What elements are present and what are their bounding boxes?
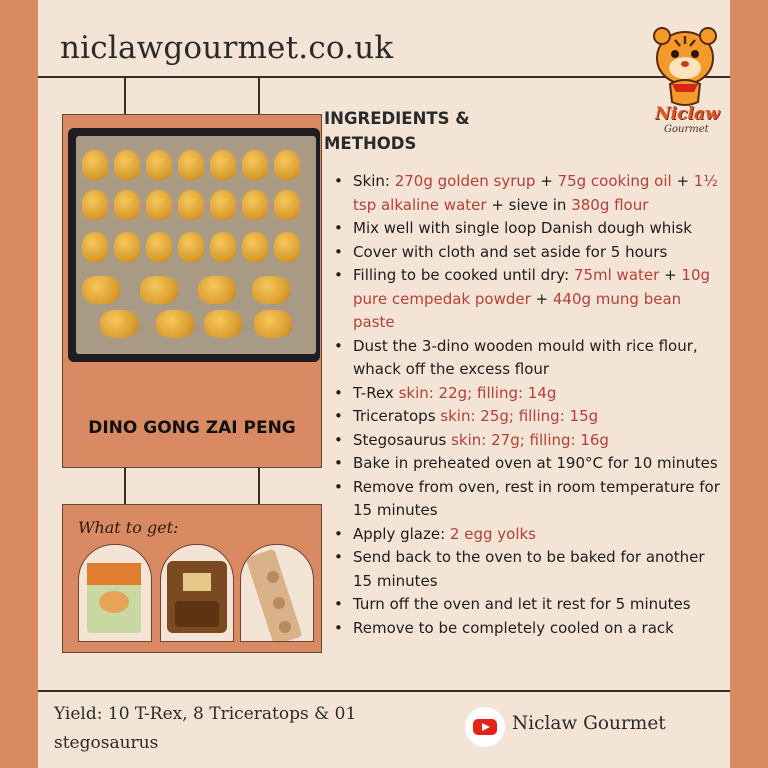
highlighted-quantity: skin: 22g; filling: 14g: [398, 383, 557, 402]
step-text: + sieve in: [486, 195, 572, 214]
ingredient-step: [326, 405, 722, 429]
dino-cookie: [114, 232, 140, 262]
footer-divider: [38, 690, 730, 692]
dino-cookie: [82, 276, 120, 304]
dino-cookie: [146, 232, 172, 262]
highlighted-quantity: 2 egg yolks: [449, 524, 536, 543]
step-text: Triceratops: [353, 407, 441, 425]
connector-line: [258, 76, 260, 114]
highlighted-quantity: 10g pure cempedak powder: [353, 266, 711, 308]
dino-cookie: [204, 310, 242, 338]
logo-sub: Gourmet: [664, 124, 709, 135]
highlighted-quantity: skin: 25g; filling: 15g: [440, 407, 599, 425]
dino-cookie: [210, 150, 236, 180]
step-text: Filling to be cooked until dry:: [353, 266, 574, 284]
ingredient-step: [326, 382, 722, 406]
channel-name[interactable]: Niclaw Gourmet: [512, 713, 666, 734]
dino-cookie: [82, 190, 108, 220]
step-text: +: [671, 172, 694, 190]
step-text: Apply glaze:: [353, 524, 450, 543]
site-url[interactable]: niclawgourmet.co.uk: [60, 30, 394, 66]
ingredient-step: [326, 452, 722, 476]
step-text: Send back to the oven to be baked for another 15 minutes: [353, 548, 705, 590]
dino-cookie: [146, 190, 172, 220]
step-text: +: [535, 172, 558, 190]
step-text: Remove from oven, rest in room temperature for 15 minutes: [353, 477, 720, 519]
ingredient-step: [326, 170, 722, 217]
step-text: Turn off the oven and let it rest for 5 minutes: [353, 595, 691, 613]
ingredient-step: [326, 241, 722, 265]
step-text: Mix well with single loop Danish dough whisk: [353, 219, 692, 237]
ingredient-step: [326, 264, 722, 335]
step-text: T-Rex: [353, 383, 399, 402]
dino-cookie: [114, 190, 140, 220]
alkaline-water-bag-image: [78, 544, 152, 642]
ingredient-step: [326, 429, 722, 453]
highlighted-quantity: 75g cooking oil: [557, 172, 672, 190]
dino-cookie: [198, 276, 236, 304]
ingredient-step: [326, 617, 722, 641]
step-text: Dust the 3-dino wooden mould with rice flour, whack off the excess flour: [353, 336, 698, 378]
dino-cookie: [146, 150, 172, 180]
ingredient-step: [326, 335, 722, 382]
dino-cookie: [100, 310, 138, 338]
highlighted-quantity: 1½ tsp alkaline water: [353, 172, 718, 214]
connector-line: [124, 467, 126, 504]
step-text: Bake in preheated oven at 190°C for 10 minutes: [353, 454, 718, 472]
connector-line: [258, 467, 260, 504]
dino-cookie: [210, 190, 236, 220]
dino-wooden-mould-image: [240, 544, 314, 642]
dino-cookie: [274, 150, 300, 180]
dino-cookie: [82, 232, 108, 262]
header-divider: [38, 76, 730, 78]
youtube-link[interactable]: [465, 707, 505, 747]
dino-cookie: [114, 150, 140, 180]
highlighted-quantity: 75ml water: [573, 266, 660, 284]
dino-cookie: [254, 310, 292, 338]
step-text: Cover with cloth and set aside for 5 hours: [353, 242, 668, 261]
yield-text: Yield: 10 T-Rex, 8 Triceratops & 01 stegosaurus: [54, 704, 357, 753]
logo-brand: Niclaw: [655, 104, 720, 124]
dino-cookie: [178, 190, 204, 220]
step-text: Skin:: [353, 172, 395, 190]
dino-cookie: [178, 150, 204, 180]
mung-bean-paste-pack-image: [160, 544, 234, 642]
dino-cookie: [242, 232, 268, 262]
ingredient-step: [326, 217, 722, 241]
step-text: +: [530, 289, 553, 308]
highlighted-quantity: 440g mung bean paste: [353, 289, 682, 331]
dino-cookie: [242, 190, 268, 220]
dino-cookie: [242, 150, 268, 180]
ingredient-step: [326, 523, 722, 547]
dino-cookie: [274, 232, 300, 262]
youtube-icon: [465, 707, 505, 747]
ingredients-list: [326, 170, 722, 640]
ingredient-step: [326, 546, 722, 593]
connector-line: [124, 76, 126, 114]
dino-cookie: [140, 276, 178, 304]
what-to-get-title: What to get:: [78, 518, 179, 537]
dino-cookie: [156, 310, 194, 338]
dino-cookie: [274, 190, 300, 220]
ingredients-title: INGREDIENTS & METHODS: [324, 109, 470, 153]
dino-cookie: [210, 232, 236, 262]
ingredient-step: [326, 476, 722, 523]
ingredient-step: [326, 593, 722, 617]
highlighted-quantity: 380g flour: [571, 195, 649, 214]
dino-cookie: [178, 232, 204, 262]
step-text: Remove to be completely cooled on a rack: [353, 618, 674, 637]
step-text: Stegosaurus: [353, 430, 452, 449]
dino-cookie: [82, 150, 108, 180]
highlighted-quantity: 270g golden syrup: [394, 172, 536, 190]
highlighted-quantity: skin: 27g; filling: 16g: [451, 430, 609, 449]
dino-cookie: [252, 276, 290, 304]
recipe-name: DINO GONG ZAI PENG: [88, 418, 296, 438]
step-text: +: [659, 266, 682, 284]
